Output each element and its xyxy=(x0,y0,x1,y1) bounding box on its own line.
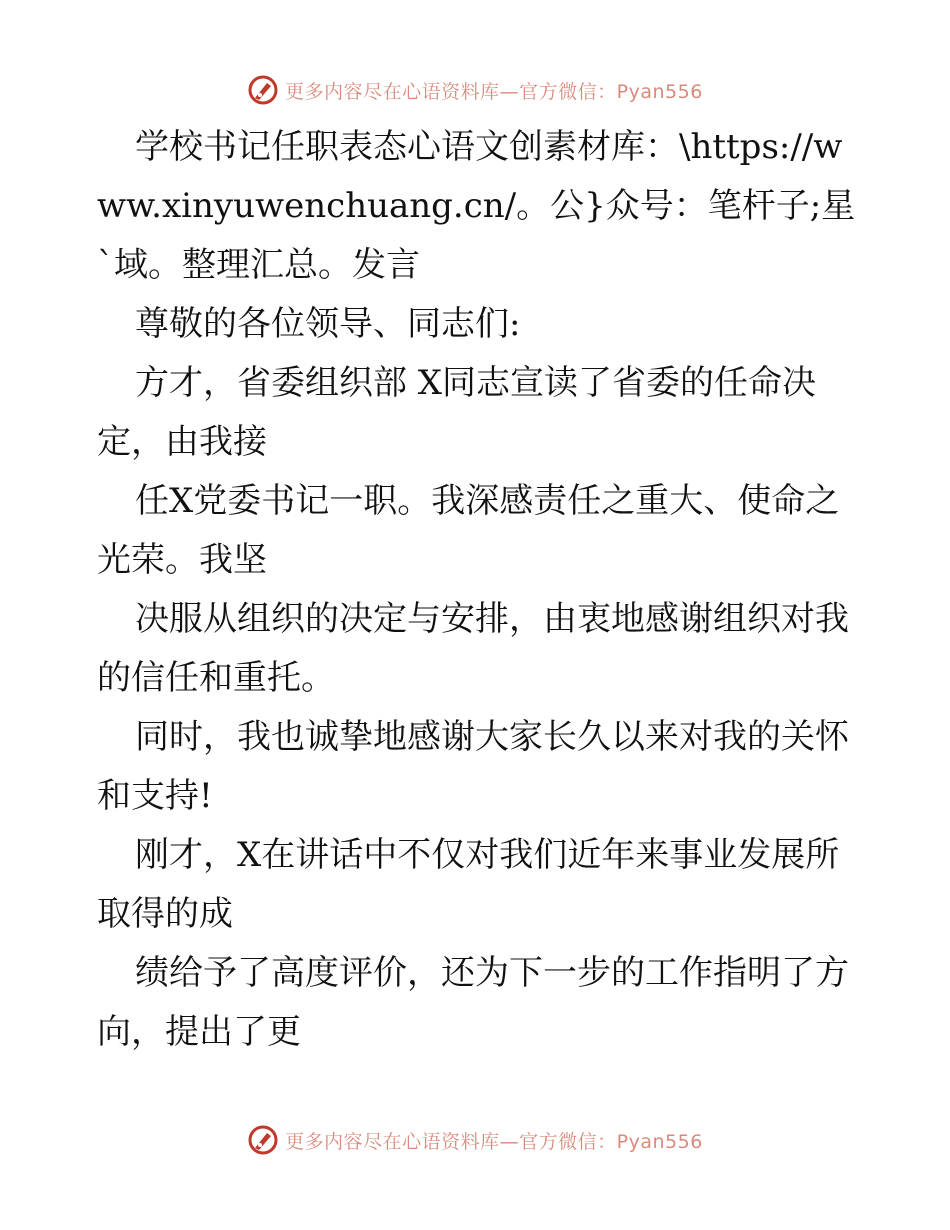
footer-banner-text: 更多内容尽在心语资料库—官方微信：Pyan556 xyxy=(285,1130,703,1153)
pen-nib-logo-icon xyxy=(247,74,279,106)
document-body xyxy=(97,118,857,1062)
paragraph: 任X党委书记一职。我深感责任之重大、使命之光荣。我坚 xyxy=(97,481,840,580)
paragraph: 刚才，X在讲话中不仅对我们近年来事业发展所取得的成 xyxy=(97,835,840,934)
pen-nib-logo-icon xyxy=(247,1124,279,1156)
header-banner xyxy=(0,70,950,110)
paragraph: 方才，省委组织部 X同志宣读了省委的任命决定，由我接 xyxy=(97,363,817,462)
paragraph: 绩给予了高度评价，还为下一步的工作指明了方向，提出了更 xyxy=(97,953,849,1052)
paragraph: 尊敬的各位领导、同志们: xyxy=(135,304,521,344)
footer-banner xyxy=(0,1120,950,1160)
paragraph: 学校书记任职表态心语文创素材库：\https://www.xinyuwenchuang.cn/。公}众号：笔杆子;星`域。整理汇总。发言 xyxy=(97,127,856,285)
header-banner-text: 更多内容尽在心语资料库—官方微信：Pyan556 xyxy=(285,80,703,103)
paragraph: 决服从组织的决定与安排，由衷地感谢组织对我的信任和重托。 xyxy=(97,599,849,698)
paragraph: 同时，我也诚挚地感谢大家长久以来对我的关怀和支持! xyxy=(97,717,849,816)
